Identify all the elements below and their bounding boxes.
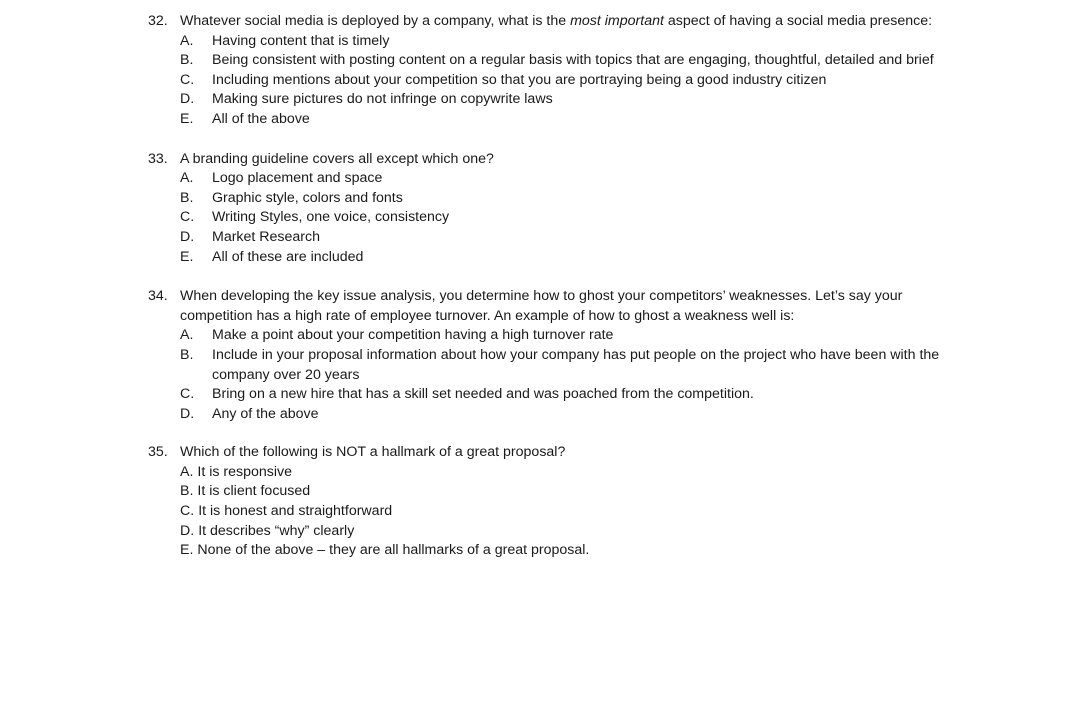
option-letter: B.: [180, 52, 194, 69]
stem-text: Which of the following is NOT a hallmark of a great proposal?: [180, 444, 566, 461]
option-letter: E.: [180, 110, 194, 127]
option-c: [148, 208, 948, 228]
option-text: Include in your proposal information about how your company has put people on the project who have been with the company over 20 years: [212, 346, 940, 383]
question-32: [148, 12, 948, 130]
option-text: It is client focused: [197, 483, 311, 500]
option-text: It is honest and straightforward: [198, 503, 393, 520]
option-a: [148, 169, 948, 189]
option-text: Being consistent with posting content on a regular basis with topics that are engaging, thoughtful, detailed and brief: [212, 52, 934, 69]
option-d: [148, 90, 948, 110]
option-letter: A.: [180, 463, 194, 480]
stem-text: A branding guideline covers all except which one?: [180, 150, 494, 167]
option-text: Logo placement and space: [212, 170, 383, 187]
option-letter: B.: [180, 189, 194, 206]
question-stem: [148, 150, 948, 170]
option-b: [148, 189, 948, 209]
option-letter: C.: [180, 503, 195, 520]
option-b: [148, 482, 948, 502]
option-list: [148, 463, 948, 561]
option-b: [148, 51, 948, 71]
option-text: All of these are included: [212, 248, 364, 265]
option-letter: A.: [180, 170, 194, 187]
question-stem: [148, 287, 948, 326]
option-letter: E.: [180, 542, 194, 559]
option-letter: D.: [180, 91, 195, 108]
option-letter: B.: [180, 483, 194, 500]
option-a: [148, 32, 948, 52]
option-list: [148, 32, 948, 130]
option-list: [148, 326, 948, 424]
question-34: [148, 287, 948, 424]
option-text: Market Research: [212, 228, 321, 245]
option-letter: C.: [180, 209, 195, 226]
option-a: [148, 326, 948, 346]
option-letter: A.: [180, 327, 194, 344]
option-list: [148, 169, 948, 267]
option-d: [148, 522, 948, 542]
option-letter: D.: [180, 522, 195, 539]
question-number: 33.: [148, 150, 168, 167]
option-c: [148, 385, 948, 405]
option-c: [148, 71, 948, 91]
question-stem: [148, 12, 948, 32]
option-text: It is responsive: [197, 463, 293, 480]
option-text: All of the above: [212, 110, 310, 127]
option-b: [148, 346, 948, 385]
option-text: Any of the above: [212, 405, 319, 422]
question-35: [148, 443, 948, 561]
option-letter: A.: [180, 32, 194, 49]
quiz-document: [148, 12, 948, 561]
option-letter: C.: [180, 386, 195, 403]
question-number: 32.: [148, 13, 168, 29]
option-letter: E.: [180, 248, 194, 265]
option-e: [148, 248, 948, 268]
stem-emphasis: most important: [570, 13, 664, 29]
option-e: [148, 541, 948, 561]
question-33: [148, 150, 948, 268]
question-number: 35.: [148, 444, 168, 461]
option-text: Graphic style, colors and fonts: [212, 189, 403, 206]
option-text: None of the above – they are all hallmarks of a great proposal.: [197, 542, 590, 559]
option-e: [148, 110, 948, 130]
option-text: Bring on a new hire that has a skill set needed and was poached from the competition.: [212, 386, 754, 403]
option-d: [148, 228, 948, 248]
option-text: Having content that is timely: [212, 32, 390, 49]
option-letter: D.: [180, 228, 195, 245]
option-text: Including mentions about your competition so that you are portraying being a good industry citizen: [212, 71, 827, 88]
option-text: It describes “why” clearly: [198, 522, 355, 539]
option-letter: D.: [180, 405, 195, 422]
stem-text-end: aspect of having a social media presence:: [663, 13, 933, 29]
question-number: 34.: [148, 288, 168, 305]
option-a: [148, 463, 948, 483]
stem-text: Whatever social media is deployed by a company, what is the: [180, 13, 571, 29]
question-stem: [148, 443, 948, 463]
option-d: [148, 405, 948, 425]
option-text: Making sure pictures do not infringe on copywrite laws: [212, 91, 553, 108]
option-letter: C.: [180, 71, 195, 88]
option-text: Writing Styles, one voice, consistency: [212, 209, 450, 226]
option-letter: B.: [180, 346, 194, 363]
option-c: [148, 502, 948, 522]
option-text: Make a point about your competition having a high turnover rate: [212, 327, 614, 344]
stem-text: When developing the key issue analysis, you determine how to ghost your competitors’ weaknesses. Let’s say your competition has a high rate of employee turnover. An example of how to ghost a weakness well is:: [180, 288, 903, 324]
